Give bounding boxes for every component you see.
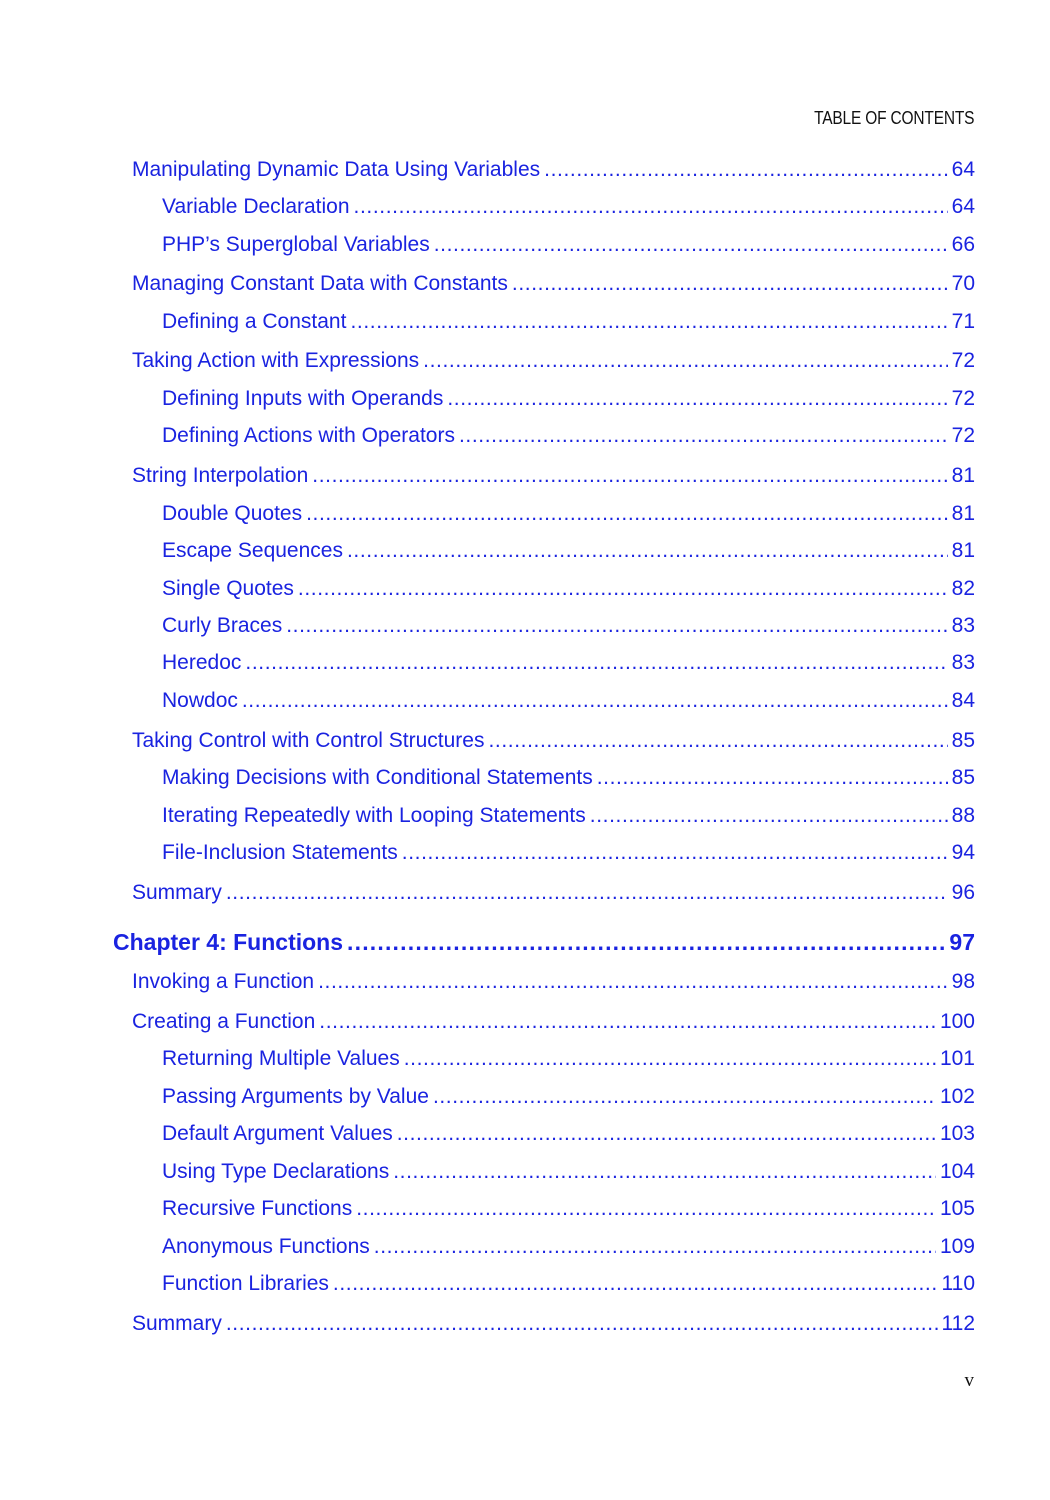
dot-leader xyxy=(226,881,948,905)
toc-entry-page: 84 xyxy=(951,689,975,712)
toc-entry-page: 83 xyxy=(951,651,975,674)
toc-entry[interactable] xyxy=(162,804,975,828)
dot-leader xyxy=(434,233,948,257)
toc-entry-title: Curly Braces xyxy=(162,614,283,637)
dot-leader xyxy=(512,272,948,296)
toc-entry-title: Manipulating Dynamic Data Using Variables xyxy=(132,158,541,181)
dot-leader xyxy=(433,1085,936,1109)
toc-entry-title: Defining Inputs with Operands xyxy=(162,387,444,410)
toc-entry-title: String Interpolation xyxy=(132,464,309,487)
toc-entry-page: 83 xyxy=(951,614,975,637)
toc-entry-title: Summary xyxy=(132,881,222,904)
dot-leader xyxy=(402,841,948,865)
toc-entry-page: 64 xyxy=(951,195,975,218)
toc-entry-title: Recursive Functions xyxy=(162,1197,353,1220)
toc-entry-title: Making Decisions with Conditional Statements xyxy=(162,766,593,789)
dot-leader xyxy=(350,310,947,334)
toc-entry[interactable] xyxy=(162,539,975,563)
toc-entry-title: PHP’s Superglobal Variables xyxy=(162,233,430,256)
toc-entry-title: Using Type Declarations xyxy=(162,1160,390,1183)
toc-entry[interactable] xyxy=(162,1197,975,1221)
dot-leader xyxy=(374,1235,936,1259)
toc-entry-page: 101 xyxy=(939,1047,975,1070)
dot-leader xyxy=(423,349,948,373)
toc-entry[interactable] xyxy=(162,1085,975,1109)
dot-leader xyxy=(447,387,947,411)
toc-entry-title: Returning Multiple Values xyxy=(162,1047,400,1070)
toc-entry[interactable] xyxy=(162,1122,975,1146)
toc-entry-page: 102 xyxy=(939,1085,975,1108)
toc-entry-title: Default Argument Values xyxy=(162,1122,393,1145)
dot-leader xyxy=(397,1122,936,1146)
toc-entry[interactable] xyxy=(162,1235,975,1259)
toc-entry-title: Double Quotes xyxy=(162,502,303,525)
dot-leader xyxy=(459,424,948,448)
dot-leader xyxy=(544,158,948,182)
toc-entry[interactable] xyxy=(162,651,975,675)
dot-leader xyxy=(354,195,948,219)
toc-entry-page: 105 xyxy=(939,1197,975,1220)
toc-chapter-entry[interactable] xyxy=(113,929,975,956)
dot-leader xyxy=(286,614,947,638)
toc-entry[interactable] xyxy=(132,158,975,182)
dot-leader xyxy=(393,1160,936,1184)
toc-entry-title: Taking Action with Expressions xyxy=(132,349,420,372)
toc-entry[interactable] xyxy=(162,424,975,448)
dot-leader xyxy=(590,804,948,828)
toc-entry[interactable] xyxy=(132,1010,975,1034)
toc-entry-title: Managing Constant Data with Constants xyxy=(132,272,508,295)
toc-entry-title: Iterating Repeatedly with Looping Statements xyxy=(162,804,586,827)
dot-leader xyxy=(318,970,948,994)
toc-entry-title: Defining a Constant xyxy=(162,310,347,333)
dot-leader xyxy=(319,1010,936,1034)
toc-entry-title: Escape Sequences xyxy=(162,539,343,562)
dot-leader xyxy=(347,539,948,563)
dot-leader xyxy=(404,1047,936,1071)
toc-entry-page: 81 xyxy=(951,464,975,487)
toc-entry-page: 109 xyxy=(939,1235,975,1258)
toc-entry[interactable] xyxy=(162,766,975,790)
toc-entry-page: 85 xyxy=(951,729,975,752)
toc-entry-title: Defining Actions with Operators xyxy=(162,424,455,447)
toc-entry-page: 110 xyxy=(941,1272,975,1295)
page-number: v xyxy=(964,1370,974,1391)
dot-leader xyxy=(245,651,947,675)
toc-entry-page: 64 xyxy=(951,158,975,181)
toc-entry-title: Passing Arguments by Value xyxy=(162,1085,429,1108)
toc-entry[interactable] xyxy=(162,577,975,601)
toc-entry[interactable] xyxy=(132,881,975,905)
dot-leader xyxy=(312,464,947,488)
toc-entry[interactable] xyxy=(132,1312,975,1336)
toc-entry-title: Creating a Function xyxy=(132,1010,316,1033)
toc-entry-page: 85 xyxy=(951,766,975,789)
toc-entry[interactable] xyxy=(132,464,975,488)
toc-entry-page: 71 xyxy=(951,310,975,333)
toc-entry-page: 72 xyxy=(951,387,975,410)
toc-entry-title: Single Quotes xyxy=(162,577,294,600)
toc-entry[interactable] xyxy=(162,841,975,865)
dot-leader xyxy=(298,577,948,601)
toc-entry[interactable] xyxy=(162,387,975,411)
toc-entry[interactable] xyxy=(162,1047,975,1071)
toc-entry-page: 100 xyxy=(939,1010,975,1033)
toc-entry-page: 104 xyxy=(939,1160,975,1183)
toc-entry-title: Heredoc xyxy=(162,651,242,674)
toc-entry-title: Chapter 4: Functions xyxy=(113,929,344,955)
dot-leader xyxy=(226,1312,938,1336)
toc-entry[interactable] xyxy=(162,689,975,713)
toc-entry-page: 81 xyxy=(951,502,975,525)
toc-entry-title: Invoking a Function xyxy=(132,970,315,993)
toc-entry-page: 66 xyxy=(951,233,975,256)
toc-entry-title: Function Libraries xyxy=(162,1272,329,1295)
toc-entry-page: 96 xyxy=(951,881,975,904)
toc-entry-page: 72 xyxy=(951,349,975,372)
toc-entry[interactable] xyxy=(162,502,975,526)
dot-leader xyxy=(333,1272,938,1296)
dot-leader xyxy=(356,1197,936,1221)
toc-entry-page: 98 xyxy=(951,970,975,993)
toc-entry-title: Nowdoc xyxy=(162,689,238,712)
dot-leader xyxy=(488,729,947,753)
toc-entry-title: Taking Control with Control Structures xyxy=(132,729,485,752)
toc-entry[interactable] xyxy=(162,1272,975,1296)
toc-entry[interactable] xyxy=(162,195,975,219)
toc-entry-page: 97 xyxy=(949,929,975,955)
toc-entry[interactable] xyxy=(132,349,975,373)
toc-entry[interactable] xyxy=(132,272,975,296)
toc-entry-title: Anonymous Functions xyxy=(162,1235,370,1258)
dot-leader xyxy=(306,502,948,526)
toc-entry-page: 72 xyxy=(951,424,975,447)
dot-leader xyxy=(242,689,948,713)
toc-entry[interactable] xyxy=(162,310,975,334)
toc-entry-page: 82 xyxy=(951,577,975,600)
toc-entry-page: 94 xyxy=(951,841,975,864)
toc-entry[interactable] xyxy=(132,970,975,994)
toc-entry-title: Summary xyxy=(132,1312,222,1335)
toc-entry-page: 103 xyxy=(939,1122,975,1145)
toc-entry[interactable] xyxy=(162,233,975,257)
toc-entry[interactable] xyxy=(162,614,975,638)
toc-entry-page: 70 xyxy=(951,272,975,295)
dot-leader xyxy=(347,929,945,956)
toc-entry-title: File-Inclusion Statements xyxy=(162,841,398,864)
toc-entry-page: 112 xyxy=(941,1312,975,1335)
toc-entry-title: Variable Declaration xyxy=(162,195,350,218)
toc-entry-page: 88 xyxy=(951,804,975,827)
dot-leader xyxy=(597,766,948,790)
toc-entry[interactable] xyxy=(162,1160,975,1184)
toc-entry[interactable] xyxy=(132,729,975,753)
running-header: TABLE OF CONTENTS xyxy=(813,108,974,128)
toc-entry-page: 81 xyxy=(951,539,975,562)
